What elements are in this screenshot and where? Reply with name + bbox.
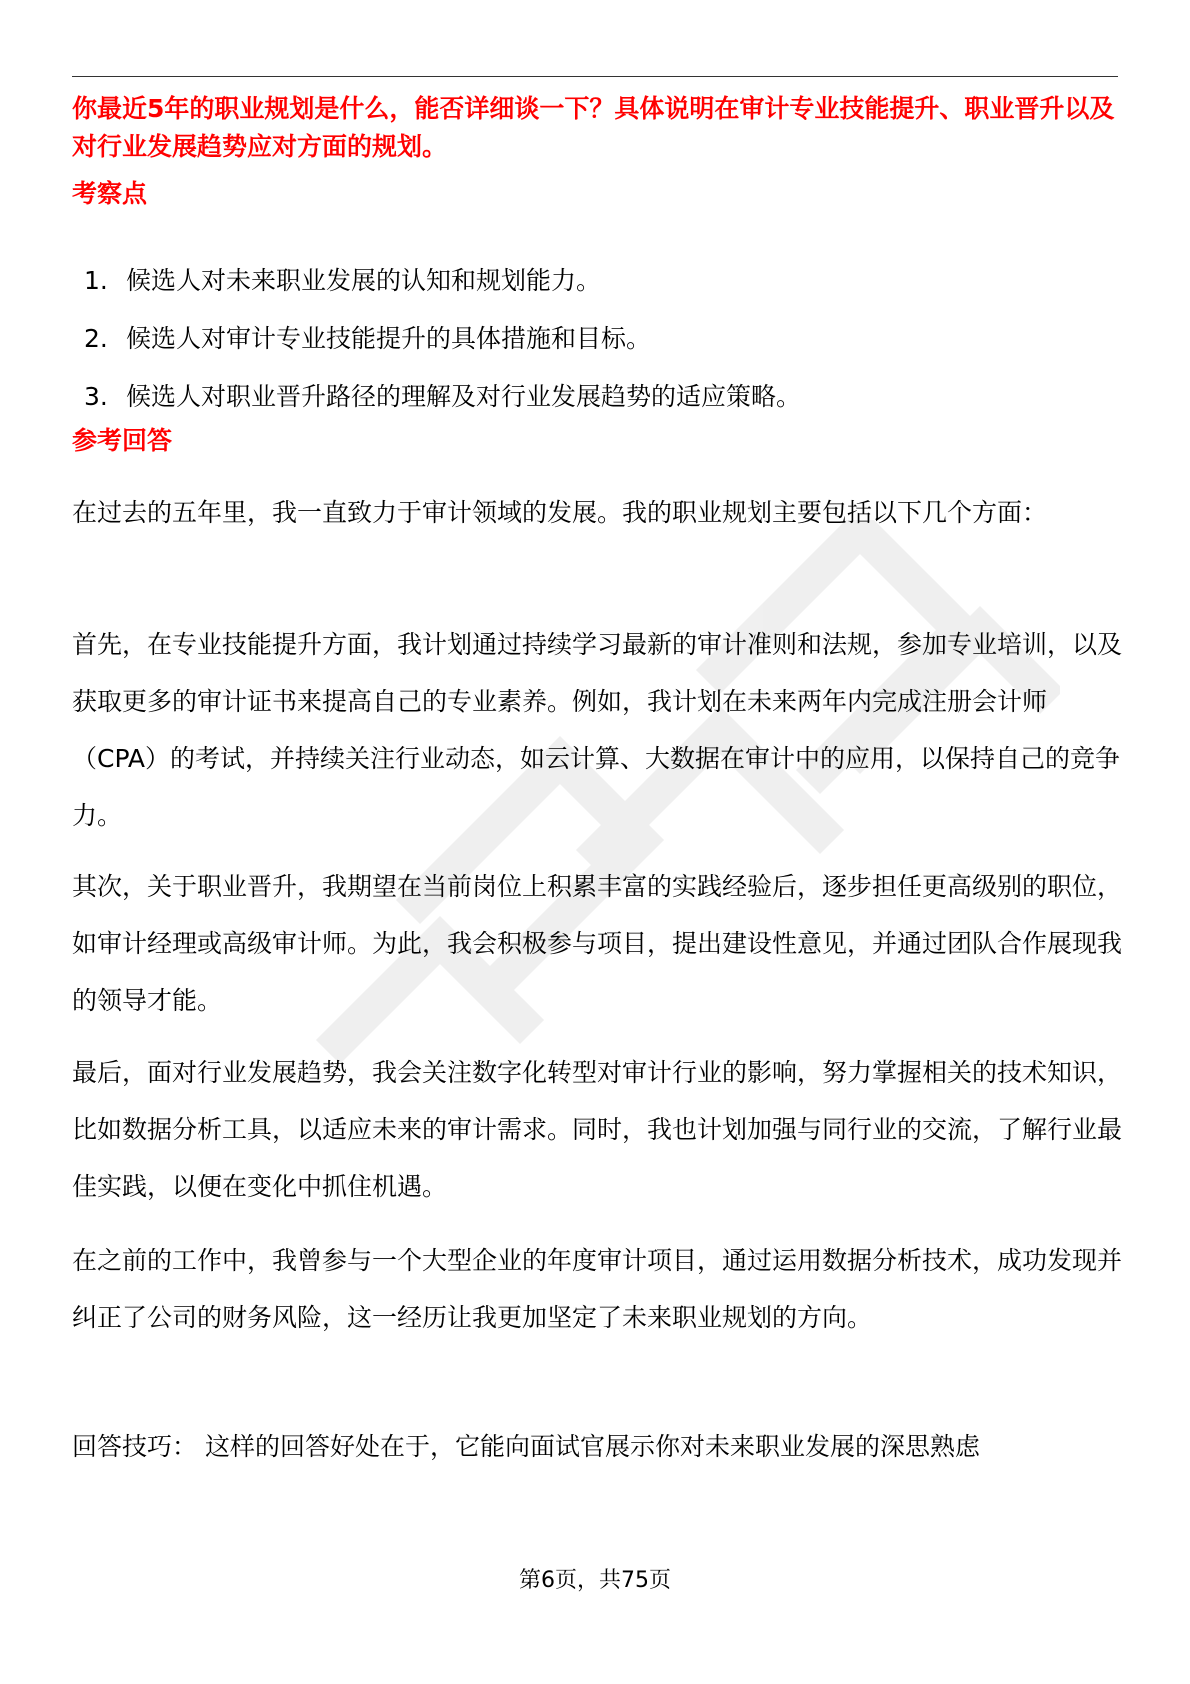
answer-tips: 回答技巧： 这样的回答好处在于，它能向面试官展示你对未来职业发展的深思熟虑 — [72, 1432, 980, 1461]
list-item-number: 2. — [84, 324, 108, 353]
list-item — [84, 262, 1104, 320]
answer-paragraph-experience: 在之前的工作中，我曾参与一个大型企业的年度审计项目，通过运用数据分析技术，成功发现并纠正了公司的财务风险，这一经历让我更加坚定了未来职业规划的方向。 — [72, 1246, 1123, 1332]
answer-section-title: 参考回答 — [72, 426, 173, 455]
list-item-text: 候选人对审计专业技能提升的具体措施和目标。 — [126, 324, 652, 353]
answer-paragraph-intro: 在过去的五年里，我一直致力于审计领域的发展。我的职业规划主要包括以下几个方面： — [72, 498, 1048, 527]
list-item — [84, 378, 1104, 436]
answer-paragraph-skills: 首先，在专业技能提升方面，我计划通过持续学习最新的审计准则和法规，参加专业培训，以及获取更多的审计证书来提高自己的专业素养。例如，我计划在未来两年内完成注册会计师（CPA）的考试，并持续关注行业动态，如云计算、大数据在审计中的应用，以保持自己的竞争力。 — [72, 630, 1123, 830]
question-heading: 你最近5年的职业规划是什么，能否详细谈一下？具体说明在审计专业技能提升、职业晋升以及对行业发展趋势应对方面的规划。 — [72, 94, 1115, 161]
answer-paragraph-promotion: 其次，关于职业晋升，我期望在当前岗位上积累丰富的实践经验后，逐步担任更高级别的职位，如审计经理或高级审计师。为此，我会积极参与项目，提出建设性意见，并通过团队合作展现我的领导才能。 — [72, 872, 1123, 1015]
answer-paragraph-trends: 最后，面对行业发展趋势，我会关注数字化转型对审计行业的影响，努力掌握相关的技术知识，比如数据分析工具，以适应未来的审计需求。同时，我也计划加强与同行业的交流，了解行业最佳实践，以便在变化中抓住机遇。 — [72, 1058, 1123, 1201]
list-item-number: 3. — [84, 382, 108, 411]
list-item-number: 1. — [84, 266, 108, 295]
points-list — [84, 262, 1104, 436]
list-item — [84, 320, 1104, 378]
top-rule — [72, 76, 1118, 77]
page-number-footer: 第6页，共75页 — [519, 1568, 671, 1593]
points-section-title: 考察点 — [72, 179, 148, 208]
list-item-text: 候选人对职业晋升路径的理解及对行业发展趋势的适应策略。 — [126, 382, 802, 411]
list-item-text: 候选人对未来职业发展的认知和规划能力。 — [126, 266, 602, 295]
